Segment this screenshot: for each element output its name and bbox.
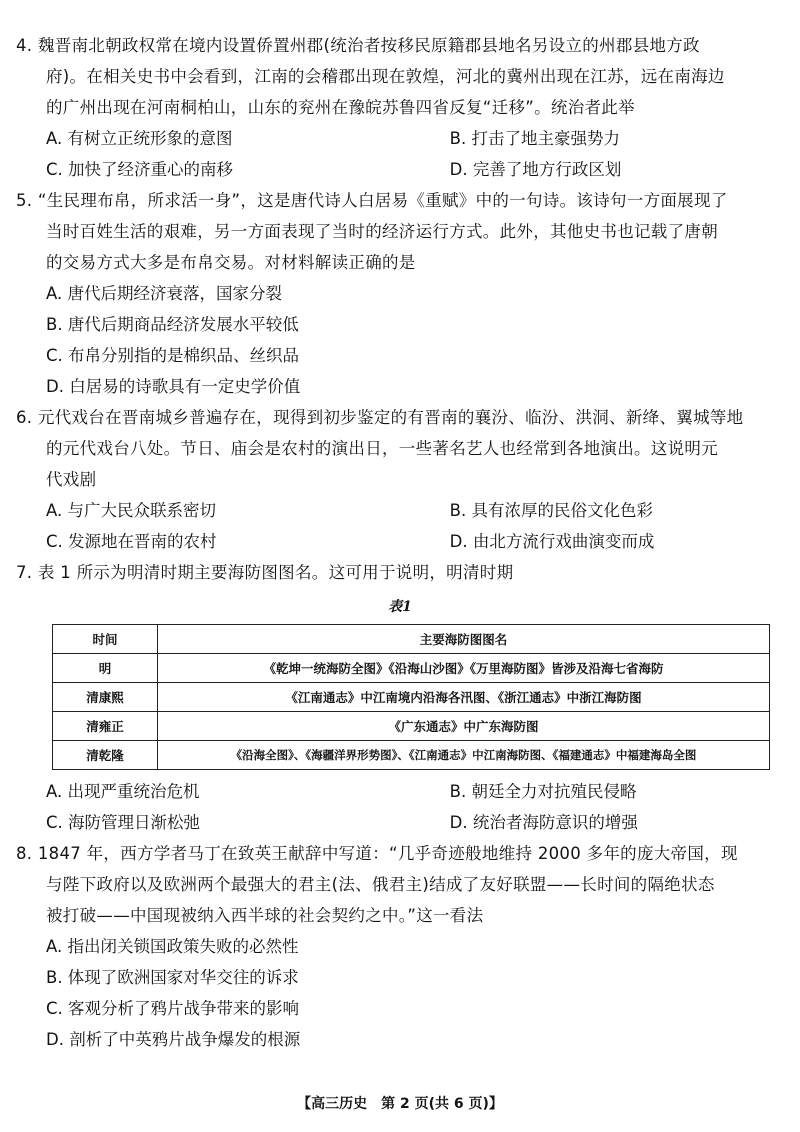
option-c: C. 客观分析了鸦片战争带来的影响 <box>46 999 300 1018</box>
table-cell-period: 清乾隆 <box>53 741 158 770</box>
table-cell-period: 清雍正 <box>53 712 158 741</box>
table-cell-maps: 《广东通志》中广东海防图 <box>158 712 770 741</box>
option-b: B. 唐代后期商品经济发展水平较低 <box>46 315 299 334</box>
table-row <box>53 712 770 741</box>
option-d: D. 白居易的诗歌具有一定史学价值 <box>46 377 301 396</box>
option-c: C. 布帛分别指的是棉织品、丝织品 <box>46 346 300 365</box>
question-stem-line: 4. 魏晋南北朝政权常在境内设置侨置州郡(统治者按移民原籍郡县地名另设立的州郡县地方政 <box>16 36 700 55</box>
table-header-row <box>53 625 770 654</box>
question-stem-line: 被打破——中国现被纳入西半球的社会契约之中。”这一看法 <box>46 906 484 925</box>
table-row <box>53 654 770 683</box>
page-footer: 【高三历史 第 2 页(共 6 页)】 <box>297 1096 503 1112</box>
option-b: B. 体现了欧洲国家对华交往的诉求 <box>46 968 299 987</box>
option-row <box>16 123 784 154</box>
option-b: B. 打击了地主豪强势力 <box>449 129 620 148</box>
question-stem-line: 7. 表 1 所示为明清时期主要海防图图名。这可用于说明，明清时期 <box>16 563 514 582</box>
table-cell-maps: 《江南通志》中江南境内沿海各汛图、《浙江通志》中浙江海防图 <box>158 683 770 712</box>
exam-page <box>16 30 784 1055</box>
option-a: A. 有树立正统形象的意图 <box>46 129 233 148</box>
question-7 <box>16 557 784 838</box>
question-stem-line: 的元代戏台八处。节日、庙会是农村的演出日，一些著名艺人也经常到各地演出。这说明元 <box>46 439 718 458</box>
option-row <box>16 495 784 526</box>
option-d: D. 完善了地方行政区划 <box>449 160 622 179</box>
table-caption: 表1 <box>388 599 412 615</box>
question-6 <box>16 402 784 557</box>
table-row <box>53 741 770 770</box>
option-b: B. 具有浓厚的民俗文化色彩 <box>449 501 653 520</box>
option-a: A. 指出闭关锁国政策失败的必然性 <box>46 937 299 956</box>
option-d: D. 由北方流行戏曲演变而成 <box>449 532 655 551</box>
option-c: C. 加快了经济重心的南移 <box>46 160 234 179</box>
table-cell-period: 明 <box>53 654 158 683</box>
table-header-cell: 主要海防图图名 <box>158 625 770 654</box>
coastal-defense-map-table <box>52 624 770 770</box>
question-stem-line: 当时百姓生活的艰难，另一方面表现了当时的经济运行方式。此外，其他史书也记载了唐朝 <box>46 222 718 241</box>
option-c: C. 海防管理日渐松弛 <box>46 813 201 832</box>
option-a: A. 出现严重统治危机 <box>46 782 200 801</box>
table-cell-period: 清康熙 <box>53 683 158 712</box>
option-row <box>16 526 784 557</box>
question-stem-line: 的交易方式大多是布帛交易。对材料解读正确的是 <box>46 253 416 272</box>
question-stem-line: 8. 1847 年，西方学者马丁在致英王献辞中写道：“几乎奇迹般地维持 2000 多年的庞大帝国，现 <box>16 844 738 863</box>
table-row <box>53 683 770 712</box>
option-row <box>16 154 784 185</box>
option-row <box>16 807 784 838</box>
question-stem-line: 6. 元代戏台在晋南城乡普遍存在，现得到初步鉴定的有晋南的襄汾、临汾、洪洞、新绛、翼城等地 <box>16 408 744 427</box>
option-row <box>16 776 784 807</box>
question-stem-line: 5. “生民理布帛，所求活一身”，这是唐代诗人白居易《重赋》中的一句诗。该诗句一方面展现了 <box>16 191 728 210</box>
option-c: C. 发源地在晋南的农村 <box>46 532 217 551</box>
question-8 <box>16 838 784 1055</box>
option-a: A. 唐代后期经济衰落，国家分裂 <box>46 284 282 303</box>
question-4 <box>16 30 784 185</box>
option-a: A. 与广大民众联系密切 <box>46 501 216 520</box>
question-stem-line: 代戏剧 <box>46 470 97 489</box>
option-b: B. 朝廷全力对抗殖民侵略 <box>449 782 637 801</box>
option-d: D. 剖析了中英鸦片战争爆发的根源 <box>46 1030 301 1049</box>
question-stem-line: 的广州出现在河南桐柏山，山东的兖州在豫皖苏鲁四省反复“迁移”。统治者此举 <box>46 98 635 117</box>
question-5 <box>16 185 784 402</box>
table-header-cell: 时间 <box>53 625 158 654</box>
question-stem-line: 府)。在相关史书中会看到，江南的会稽郡出现在敦煌，河北的冀州出现在江苏，远在南海边 <box>46 67 725 86</box>
option-d: D. 统治者海防意识的增强 <box>449 813 638 832</box>
question-stem-line: 与陛下政府以及欧洲两个最强大的君主(法、俄君主)结成了友好联盟——长时间的隔绝状态 <box>46 875 715 894</box>
table-cell-maps: 《沿海全图》、《海疆洋界形势图》、《江南通志》中江南海防图、《福建通志》中福建海岛全图 <box>158 741 770 770</box>
table-cell-maps: 《乾坤一统海防全图》《沿海山沙图》《万里海防图》皆涉及沿海七省海防 <box>158 654 770 683</box>
